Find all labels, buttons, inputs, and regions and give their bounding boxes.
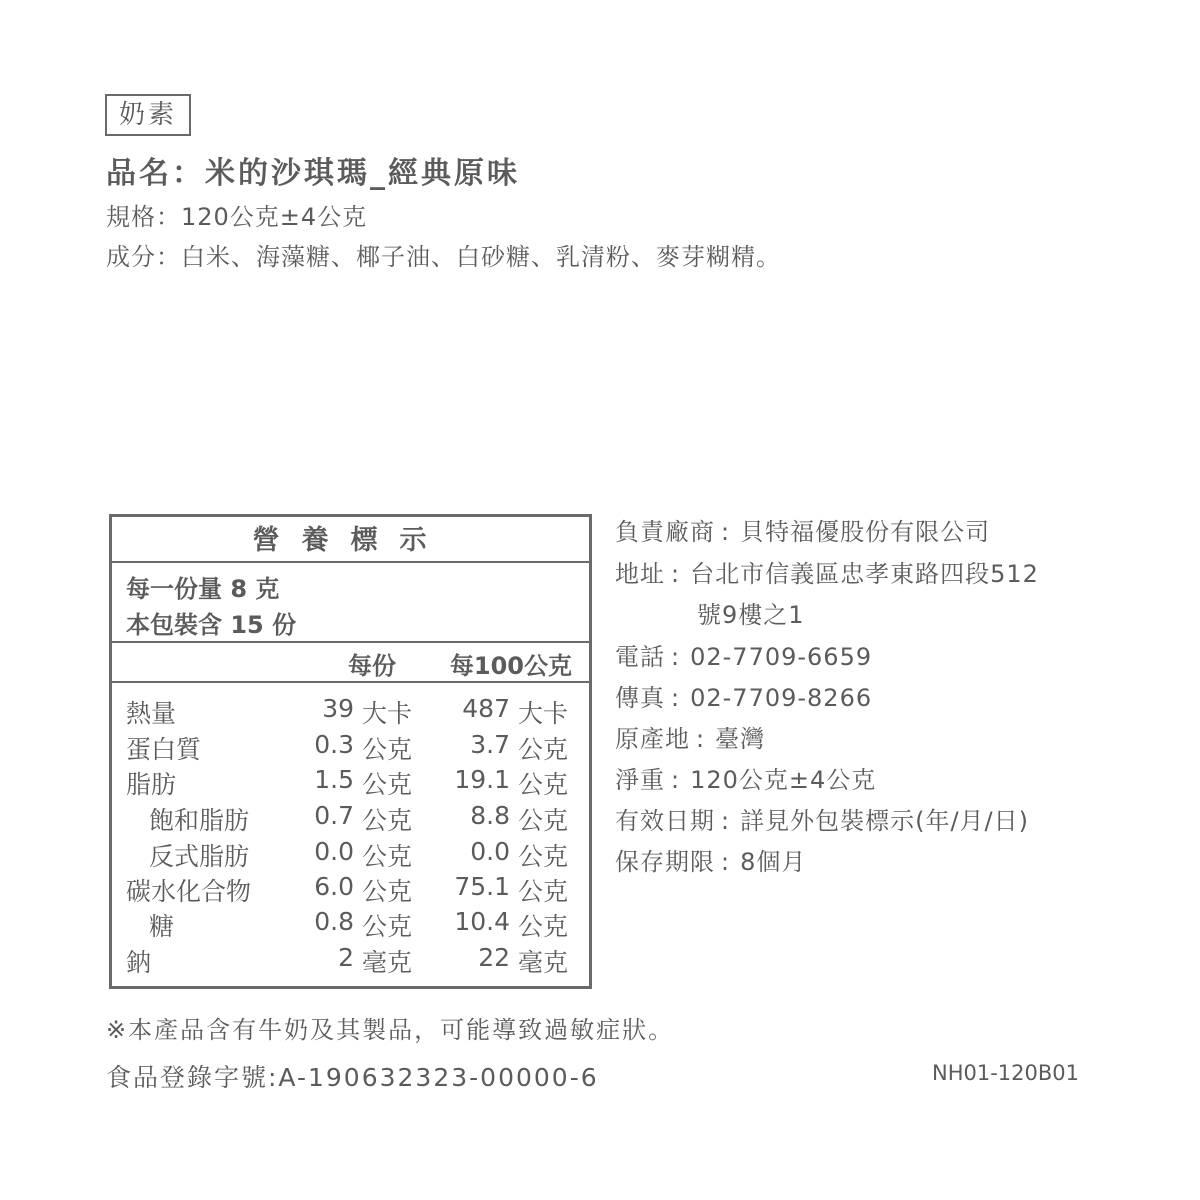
value-per-serving: 6.0: [314, 872, 354, 901]
separator: :: [721, 848, 731, 876]
separator: :: [721, 807, 731, 835]
phone-line: [615, 637, 872, 672]
nutrient-label: 飽和脂肪: [149, 806, 250, 835]
value-per-100g: 75.1: [454, 872, 510, 901]
nutrient-label: 蛋白質: [126, 735, 202, 764]
phone-value: 02-7709-6659: [690, 643, 873, 671]
net-weight-value: 120公克±4公克: [690, 766, 877, 794]
value-per-serving: 0.7: [314, 801, 354, 830]
nutrition-title: 營養標示: [112, 517, 589, 563]
origin-line: [615, 719, 765, 754]
shelf-life-value: 8個月: [740, 848, 807, 876]
value-per-serving: 0.0: [314, 837, 354, 866]
separator: :: [671, 684, 681, 712]
unit-per-100g: 公克: [518, 735, 569, 764]
value-per-100g: 22: [478, 943, 510, 972]
manufacturer-value: 貝特福優股份有限公司: [740, 518, 991, 546]
nutrient-row: [112, 943, 589, 979]
nutrient-row: [112, 837, 589, 873]
nutrient-row: [112, 801, 589, 837]
unit-per-100g: 公克: [518, 770, 569, 799]
allergen-warning: ※本產品含有牛奶及其製品，可能導致過敏症狀。: [106, 1016, 675, 1044]
food-registration-number: 食品登錄字號:A-190632323-00000-6: [106, 1063, 599, 1092]
expiry-value: 詳見外包裝標示(年/月/日): [740, 807, 1029, 835]
unit-per-serving: 公克: [362, 770, 413, 799]
separator: :: [696, 725, 706, 753]
serving-size: 每一份量 8 克: [126, 575, 280, 603]
column-header-per-serving: 每份: [348, 652, 396, 680]
unit-per-100g: 公克: [518, 842, 569, 871]
manufacturer-line: [615, 512, 990, 547]
address-line: [615, 554, 1039, 589]
unit-per-serving: 大卡: [362, 699, 413, 728]
expiry-line: [615, 801, 1029, 836]
fax-label: 傳真: [615, 684, 665, 712]
value-per-serving: 0.3: [314, 730, 354, 759]
diet-type-badge: 奶素: [105, 94, 191, 136]
separator: :: [721, 518, 731, 546]
unit-per-serving: 公克: [362, 877, 413, 906]
product-code: NH01-120B01: [932, 1061, 1080, 1085]
unit-per-serving: 公克: [362, 842, 413, 871]
address-continuation: 號9樓之1: [697, 601, 805, 629]
value-per-serving: 39: [322, 694, 354, 723]
separator: :: [671, 643, 681, 671]
divider: [112, 681, 589, 683]
separator: :: [671, 560, 681, 588]
manufacturer-label: 負責廠商: [615, 518, 715, 546]
unit-per-serving: 毫克: [362, 948, 413, 977]
nutrient-row: [112, 872, 589, 908]
ingredients-list: 成分：白米、海藻糖、椰子油、白砂糖、乳清粉、麥芽糊精。: [106, 243, 781, 271]
address-value: 台北市信義區忠孝東路四段512: [690, 560, 1039, 588]
net-weight-label: 淨重: [615, 766, 665, 794]
unit-per-100g: 公克: [518, 806, 569, 835]
nutrient-row: [112, 907, 589, 943]
nutrient-label: 熱量: [126, 699, 177, 728]
servings-per-package: 本包裝含 15 份: [126, 611, 297, 639]
value-per-serving: 2: [338, 943, 354, 972]
address-label: 地址: [615, 560, 665, 588]
value-per-100g: 10.4: [454, 907, 510, 936]
origin-value: 臺灣: [715, 725, 766, 753]
value-per-100g: 0.0: [470, 837, 510, 866]
unit-per-serving: 公克: [362, 735, 413, 764]
nutrient-row: [112, 765, 589, 801]
value-per-serving: 0.8: [314, 907, 354, 936]
shelf-life-line: [615, 842, 806, 877]
nutrient-row: [112, 730, 589, 766]
nutrient-label: 脂肪: [126, 770, 177, 799]
origin-label: 原產地: [615, 725, 690, 753]
divider: [112, 641, 589, 643]
value-per-100g: 19.1: [454, 765, 510, 794]
column-header-per-100g: 每100公克: [449, 652, 572, 680]
unit-per-100g: 大卡: [518, 699, 569, 728]
unit-per-serving: 公克: [362, 806, 413, 835]
separator: :: [671, 766, 681, 794]
value-per-100g: 3.7: [470, 730, 510, 759]
fax-value: 02-7709-8266: [690, 684, 873, 712]
nutrition-facts-table: [109, 514, 592, 989]
nutrient-label: 碳水化合物: [126, 877, 252, 906]
nutrient-row: [112, 694, 589, 730]
unit-per-100g: 公克: [518, 877, 569, 906]
shelf-life-label: 保存期限: [615, 848, 715, 876]
nutrient-label: 反式脂肪: [149, 842, 250, 871]
fax-line: [615, 678, 872, 713]
product-spec: 規格：120公克±4公克: [106, 203, 368, 231]
net-weight-line: [615, 760, 876, 795]
unit-per-100g: 毫克: [518, 948, 569, 977]
nutrient-label: 鈉: [126, 948, 152, 977]
expiry-label: 有效日期: [615, 807, 715, 835]
unit-per-100g: 公克: [518, 912, 569, 941]
value-per-100g: 487: [462, 694, 510, 723]
product-name: 品名：米的沙琪瑪_經典原味: [106, 156, 520, 191]
nutrient-label: 糖: [149, 912, 175, 941]
value-per-100g: 8.8: [470, 801, 510, 830]
phone-label: 電話: [615, 643, 665, 671]
unit-per-serving: 公克: [362, 912, 413, 941]
value-per-serving: 1.5: [314, 765, 354, 794]
